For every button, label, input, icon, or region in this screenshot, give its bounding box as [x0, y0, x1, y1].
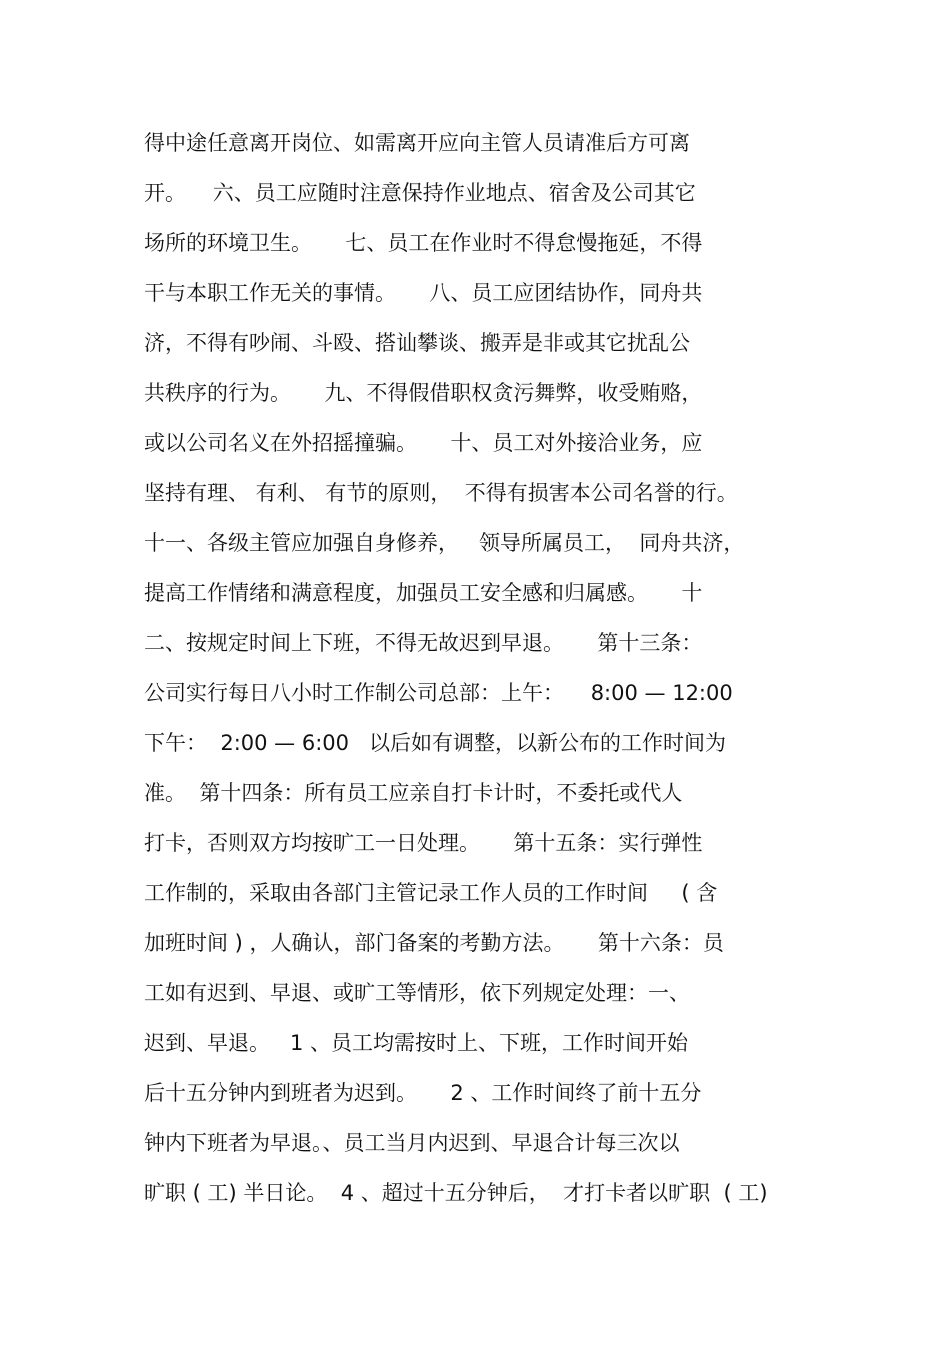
- text-line: 后十五分钟内到班者为迟到。 2 、工作时间终了前十五分: [144, 1081, 702, 1105]
- text-line: 打卡，否则双方均按旷工一日处理。 第十五条：实行弹性: [144, 831, 703, 855]
- text-line: 十一、各级主管应加强自身修养， 领导所属员工， 同舟共济，: [144, 531, 745, 555]
- text-line: 济，不得有吵闹、斗殴、搭讪攀谈、搬弄是非或其它扰乱公: [144, 331, 690, 355]
- text-line: 场所的环境卫生。 七、员工在作业时不得怠慢拖延，不得: [144, 231, 703, 255]
- text-line: 准。 第十四条：所有员工应亲自打卡计时，不委托或代人: [144, 781, 683, 805]
- text-line: 干与本职工作无关的事情。 八、员工应团结协作，同舟共: [144, 281, 703, 305]
- text-line: 加班时间 ) ，人确认，部门备案的考勤方法。 第十六条：员: [144, 931, 724, 955]
- text-line: 下午： 2:00 — 6:00 以后如有调整，以新公布的工作时间为: [144, 731, 727, 755]
- text-line: 或以公司名义在外招摇撞骗。 十、员工对外接洽业务，应: [144, 431, 703, 455]
- text-line: 公司实行每日八小时工作制公司总部：上午： 8:00 — 12:00: [144, 681, 733, 705]
- text-line: 迟到、早退。 1 、员工均需按时上、下班，工作时间开始: [144, 1031, 689, 1055]
- text-line: 工作制的，采取由各部门主管记录工作人员的工作时间 ( 含: [144, 881, 718, 905]
- text-line: 共秩序的行为。 九、不得假借职权贪污舞弊，收受贿赂，: [144, 381, 703, 405]
- text-line: 得中途任意离开岗位、如需离开应向主管人员请准后方可离: [144, 131, 690, 155]
- text-line: 坚持有理、 有利、 有节的原则， 不得有损害本公司名誉的行。: [144, 481, 738, 505]
- text-line: 钟内下班者为早退。、员工当月内迟到、早退合计每三次以: [144, 1131, 680, 1155]
- text-line: 提高工作情绪和满意程度，加强员工安全感和归属感。 十: [144, 581, 703, 605]
- text-line: 工如有迟到、早退、或旷工等情形，依下列规定处理：一、: [144, 981, 690, 1005]
- text-line: 旷职 ( 工) 半日论。 4 、超过十五分钟后， 才打卡者以旷职 ( 工): [144, 1181, 768, 1205]
- text-line: 二、按规定时间上下班，不得无故迟到早退。 第十三条：: [144, 631, 703, 655]
- text-line: 开。 六、员工应随时注意保持作业地点、宿舍及公司其它: [144, 181, 696, 205]
- body-text: [144, 118, 824, 1218]
